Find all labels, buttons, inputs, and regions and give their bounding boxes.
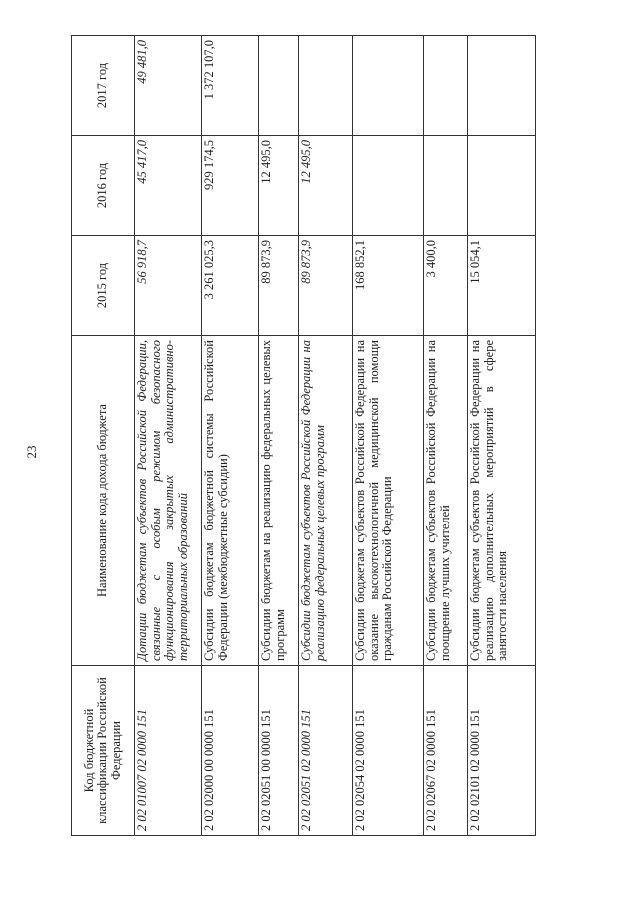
row-2016 [468,136,536,236]
row-2015: 89 873,9 [259,236,299,336]
row-name: Субсидии бюджетам субъектов Российской Федерации на оказание высокотехнологичной медицинской помощи гражданам Российской Федерации [353,336,424,666]
row-name: Дотации бюджетам субъектов Российской Федерации, связанные с особым режимом безопасного функционирования закрытых административно-территориальных образований [135,336,202,666]
header-code: Код бюджетной классификации Российской Федерации [72,666,135,836]
row-2017 [353,36,424,136]
header-2017: 2017 год [72,36,135,136]
row-2015: 3 261 025,3 [202,236,259,336]
page-number: 23 [24,445,39,459]
row-2015: 89 873,9 [299,236,353,336]
row-name: Субсидии бюджетам на реализацию федеральных целевых программ [259,336,299,666]
row-2016 [353,136,424,236]
row-2015: 168 852,1 [353,236,424,336]
row-name: Субсидии бюджетам субъектов Российской Федерации на поощрение лучших учителей [424,336,468,666]
row-code: 2 02 02051 02 0000 151 [299,666,353,836]
table-row [135,36,202,836]
row-2017 [299,36,353,136]
row-code: 2 02 02067 02 0000 151 [424,666,468,836]
row-name: Субсидии бюджетам субъектов Российской Федерации на реализацию дополнительных мероприятий в сфере занятости населения [468,336,536,666]
rotated-sheet [71,36,575,836]
row-2016: 45 417,0 [135,136,202,236]
row-name: Субсидии бюджетам субъектов Российской Федерации на реализацию федеральных целевых программ [299,336,353,666]
row-2017 [424,36,468,136]
row-2017 [468,36,536,136]
row-2015: 56 918,7 [135,236,202,336]
budget-income-table [71,35,536,836]
row-code: 2 02 02000 00 0000 151 [202,666,259,836]
row-2016: 12 495,0 [299,136,353,236]
row-code: 2 02 01007 02 0000 151 [135,666,202,836]
header-2016: 2016 год [72,136,135,236]
table-row [424,36,468,836]
row-2015: 3 400,0 [424,236,468,336]
table-row [259,36,299,836]
row-2016: 929 174,5 [202,136,259,236]
table-row [299,36,353,836]
row-2016 [424,136,468,236]
table-row [468,36,536,836]
header-2015: 2015 год [72,236,135,336]
row-2017: 1 372 107,0 [202,36,259,136]
header-name: Наименование кода дохода бюджета [72,336,135,666]
row-2017: 49 481,0 [135,36,202,136]
row-name: Субсидии бюджетам бюджетной системы Российской Федерации (межбюджетные субсидии) [202,336,259,666]
table-row [202,36,259,836]
row-2017 [259,36,299,136]
row-2016: 12 495,0 [259,136,299,236]
row-2015: 15 054,1 [468,236,536,336]
table-header-row [72,36,135,836]
row-code: 2 02 02054 02 0000 151 [353,666,424,836]
row-code: 2 02 02051 00 0000 151 [259,666,299,836]
table-row [353,36,424,836]
row-code: 2 02 02101 02 0000 151 [468,666,536,836]
